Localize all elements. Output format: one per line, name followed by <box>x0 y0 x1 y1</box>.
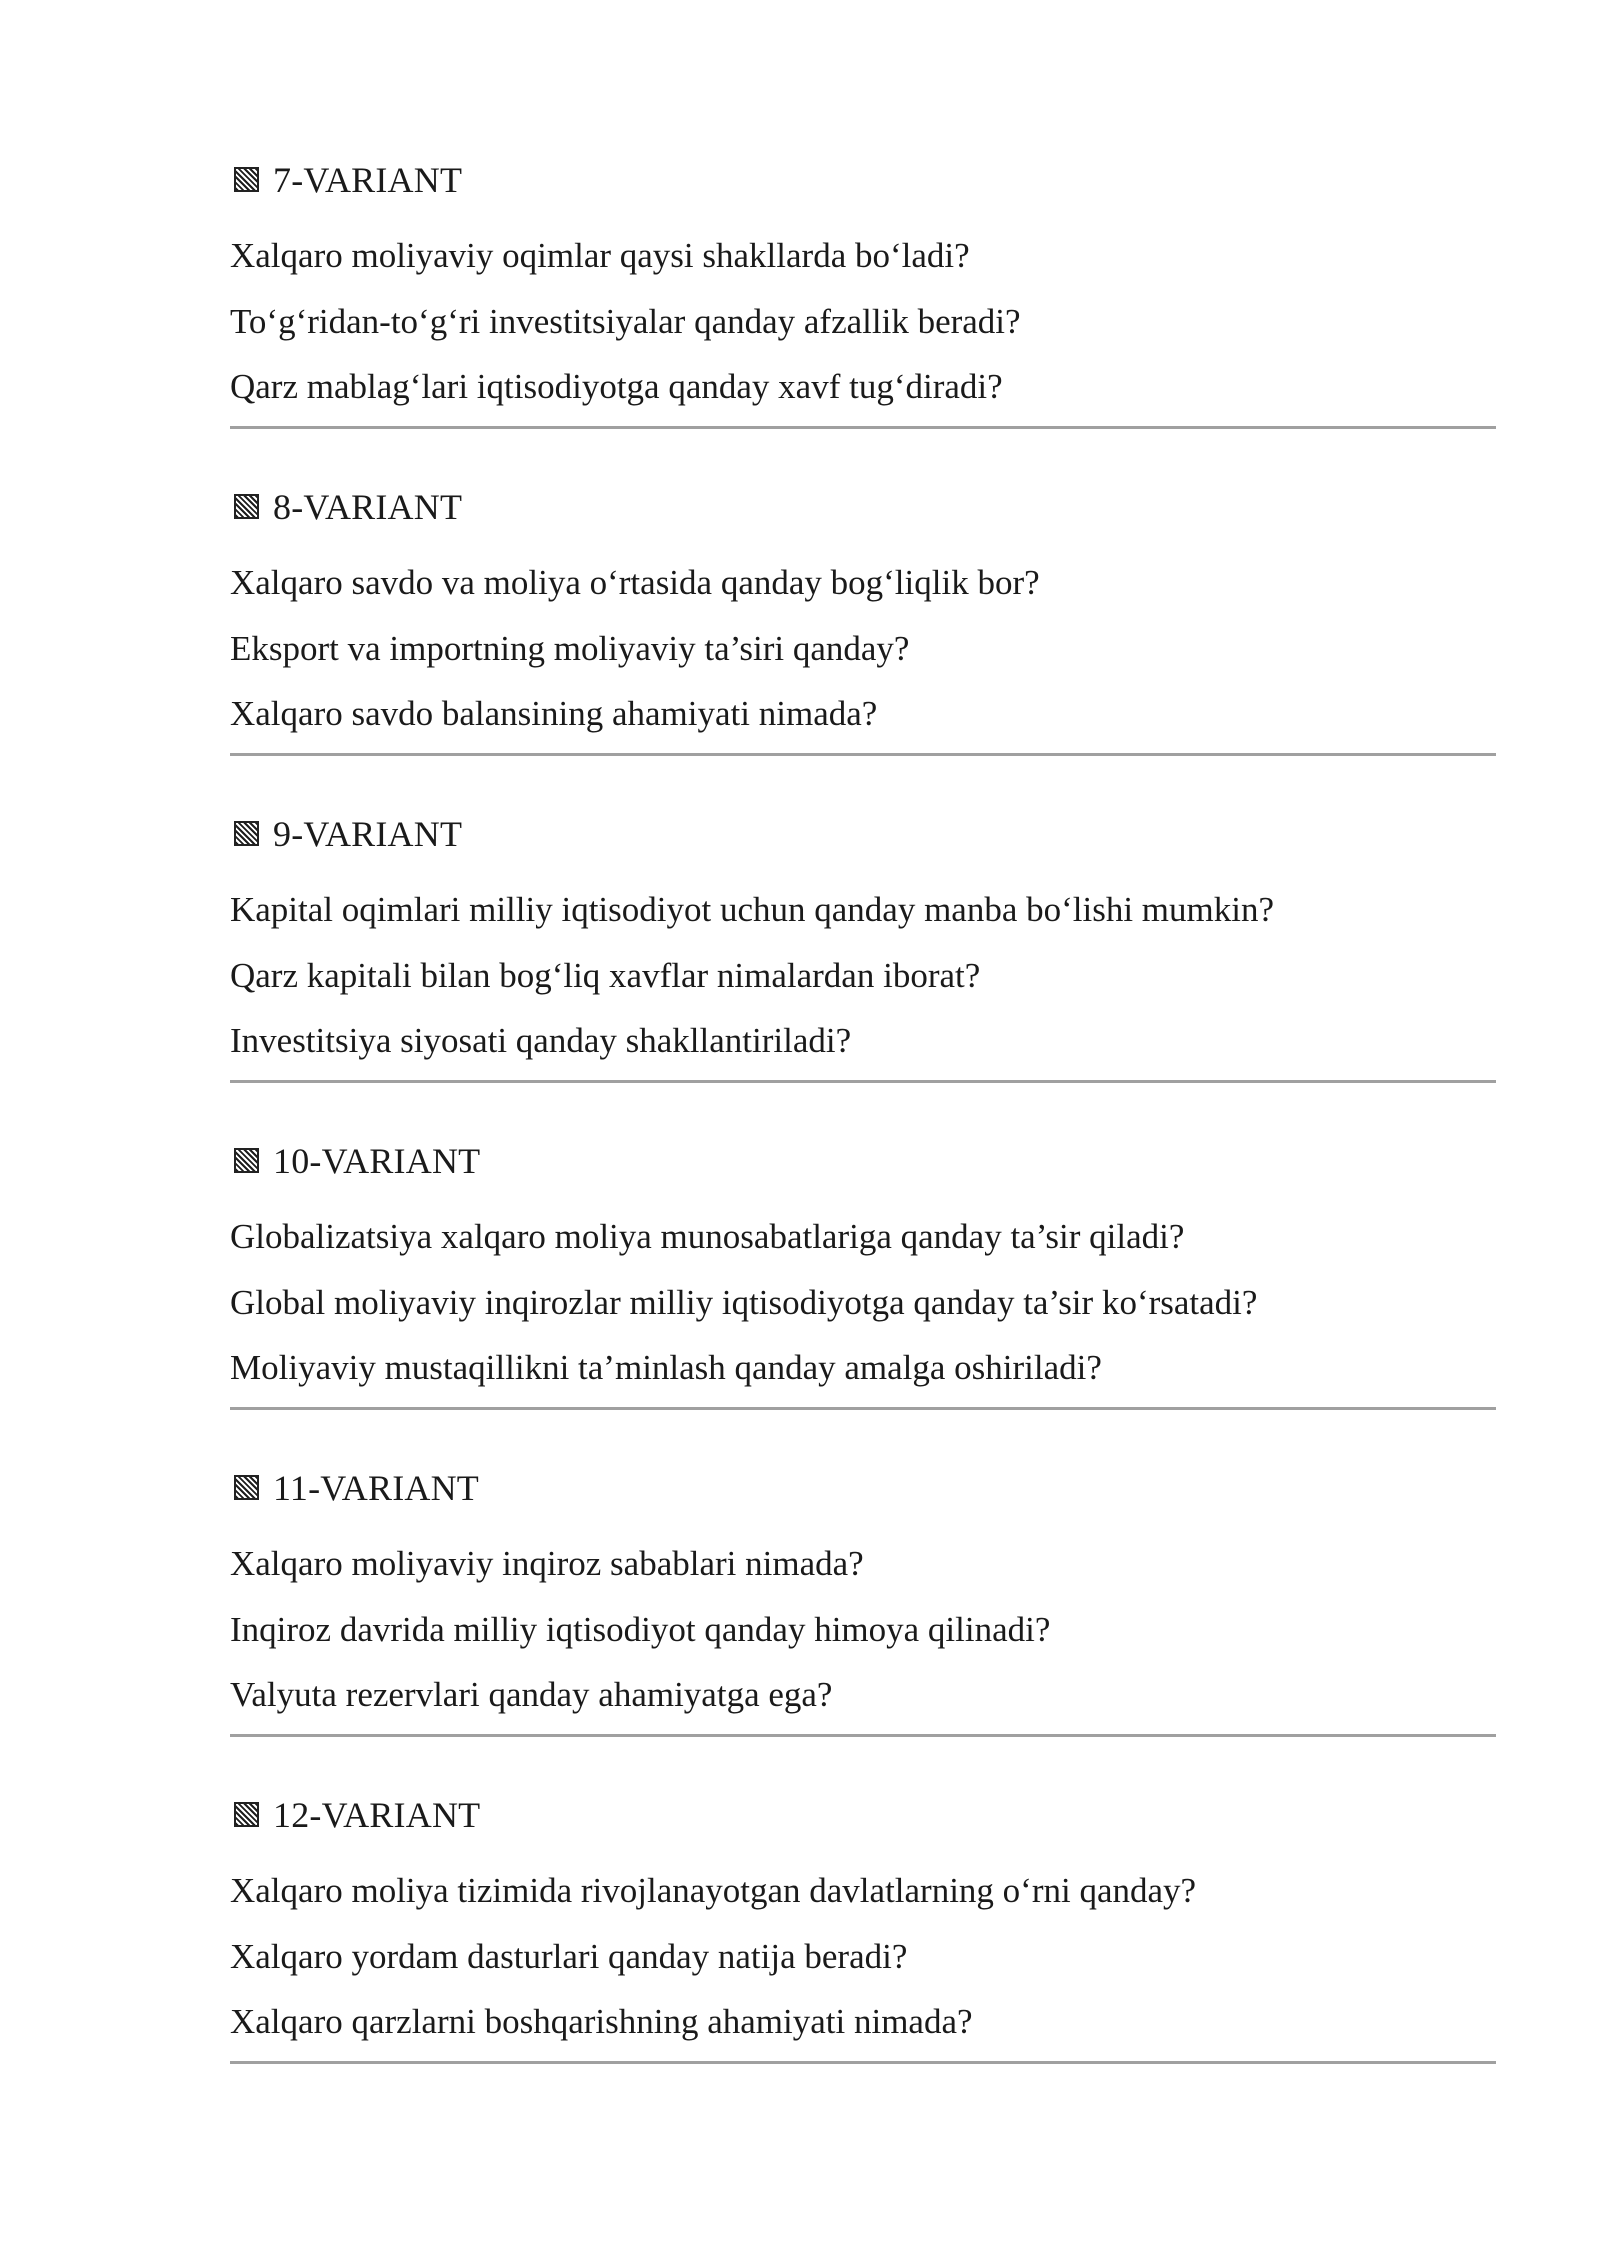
question-text: Moliyaviy mustaqillikni ta’minlash qanday amalga oshiriladi? <box>230 1348 1102 1387</box>
section-divider <box>230 1407 1496 1410</box>
hatched-square-icon <box>234 1475 259 1500</box>
variant-heading <box>230 805 1496 863</box>
variant-section <box>230 478 1496 805</box>
question-text: To‘g‘ridan-to‘g‘ri investitsiyalar qanday afzallik beradi? <box>230 301 1021 341</box>
section-divider <box>230 1734 1496 1737</box>
hatched-square-icon <box>234 494 259 519</box>
variant-title: 7-VARIANT <box>273 160 463 200</box>
variant-heading <box>230 151 1496 209</box>
variant-title: 11-VARIANT <box>273 1468 479 1508</box>
question-text: Xalqaro savdo balansining ahamiyati nimada? <box>230 694 878 733</box>
variant-section <box>230 1459 1496 1786</box>
question-text: Inqiroz davrida milliy iqtisodiyot qanday himoya qilinadi? <box>230 1609 1051 1649</box>
section-divider <box>230 753 1496 756</box>
question-list <box>230 1858 1496 2055</box>
variant-title: 9-VARIANT <box>273 814 463 854</box>
question-text: Xalqaro moliyaviy oqimlar qaysi shakllarda bo‘ladi? <box>230 236 970 275</box>
variant-heading <box>230 478 1496 536</box>
question-list <box>230 550 1496 747</box>
section-divider <box>230 1080 1496 1083</box>
question-text: Investitsiya siyosati qanday shakllantiriladi? <box>230 1021 852 1060</box>
question-text: Xalqaro yordam dasturlari qanday natija beradi? <box>230 1936 908 1976</box>
variant-heading <box>230 1459 1496 1517</box>
variant-section <box>230 151 1496 478</box>
question-text: Globalizatsiya xalqaro moliya munosabatlariga qanday ta’sir qiladi? <box>230 1217 1185 1256</box>
variant-section <box>230 1132 1496 1459</box>
question-list <box>230 223 1496 420</box>
question-text: Xalqaro savdo va moliya o‘rtasida qanday bog‘liqlik bor? <box>230 563 1040 602</box>
hatched-square-icon <box>234 1148 259 1173</box>
question-text: Qarz mablag‘lari iqtisodiyotga qanday xavf tug‘diradi? <box>230 367 1003 406</box>
question-text: Qarz kapitali bilan bog‘liq xavflar nimalardan iborat? <box>230 955 981 995</box>
question-text: Global moliyaviy inqirozlar milliy iqtisodiyotga qanday ta’sir ko‘rsatadi? <box>230 1282 1258 1322</box>
question-list <box>230 1204 1496 1401</box>
variant-title: 10-VARIANT <box>273 1141 481 1181</box>
hatched-square-icon <box>234 821 259 846</box>
variant-heading <box>230 1132 1496 1190</box>
section-divider <box>230 2061 1496 2064</box>
question-text: Xalqaro moliya tizimida rivojlanayotgan davlatlarning o‘rni qanday? <box>230 1871 1197 1910</box>
variant-section <box>230 1786 1496 2113</box>
variant-title: 8-VARIANT <box>273 487 463 527</box>
variant-heading <box>230 1786 1496 1844</box>
hatched-square-icon <box>234 1802 259 1827</box>
question-text: Xalqaro qarzlarni boshqarishning ahamiyati nimada? <box>230 2002 973 2041</box>
hatched-square-icon <box>234 167 259 192</box>
question-text: Xalqaro moliyaviy inqiroz sabablari nimada? <box>230 1544 864 1583</box>
section-divider <box>230 426 1496 429</box>
variant-section <box>230 805 1496 1132</box>
question-text: Kapital oqimlari milliy iqtisodiyot uchun qanday manba bo‘lishi mumkin? <box>230 890 1275 929</box>
question-text: Valyuta rezervlari qanday ahamiyatga ega? <box>230 1675 833 1714</box>
question-list <box>230 877 1496 1074</box>
question-list <box>230 1531 1496 1728</box>
variant-list <box>230 151 1496 2113</box>
question-text: Eksport va importning moliyaviy ta’siri qanday? <box>230 628 910 668</box>
variant-title: 12-VARIANT <box>273 1795 481 1835</box>
